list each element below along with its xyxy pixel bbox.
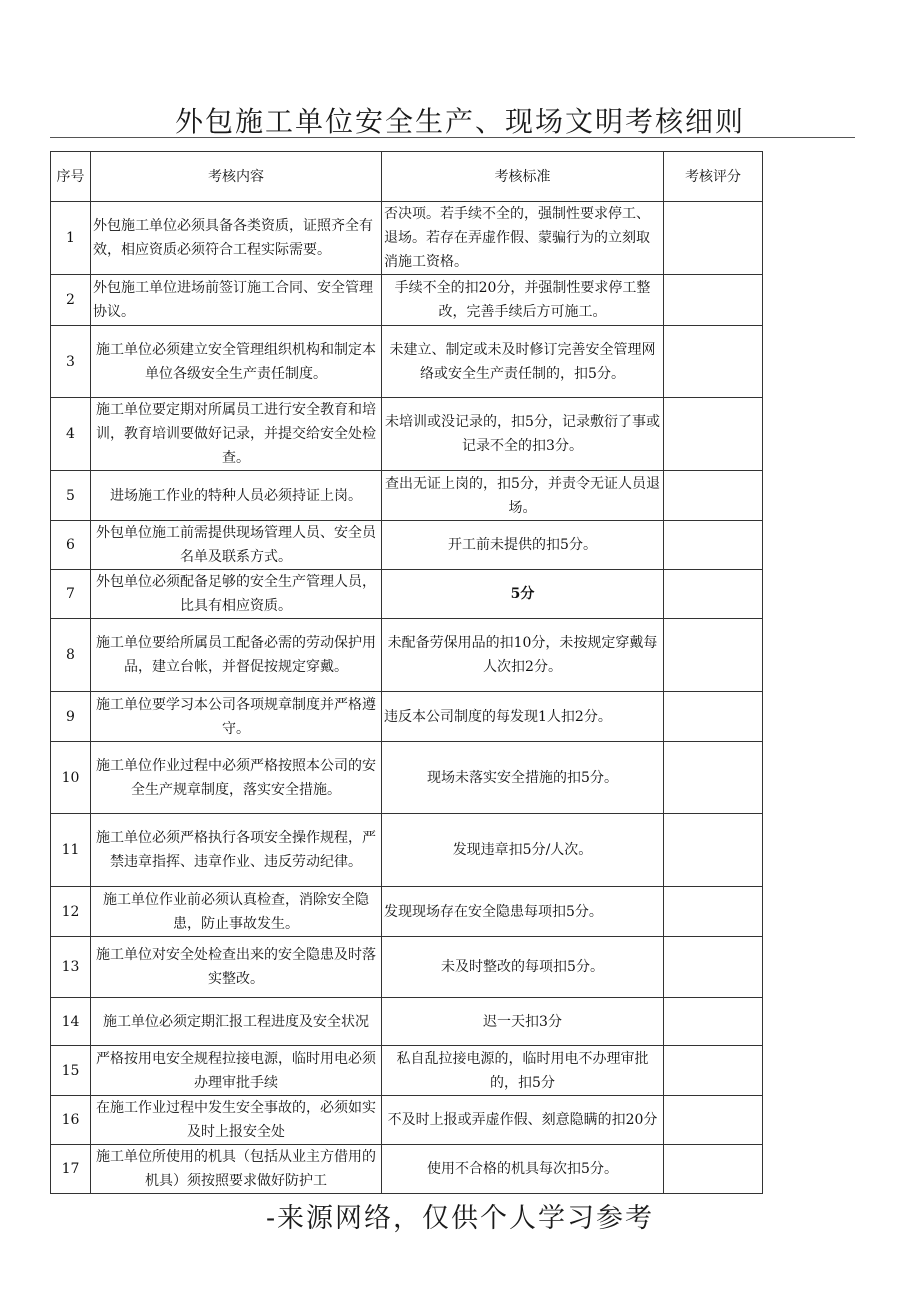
row-score-cell[interactable] <box>664 742 763 814</box>
row-number: 17 <box>51 1145 91 1194</box>
row-content: 施工单位要给所属员工配备必需的劳动保护用品，建立台帐，并督促按规定穿戴。 <box>91 619 382 692</box>
row-content: 在施工作业过程中发生安全事故的，必须如实及时上报安全处 <box>91 1096 382 1145</box>
table-row <box>51 570 763 619</box>
row-content: 施工单位对安全处检查出来的安全隐患及时落实整改。 <box>91 937 382 998</box>
row-score-cell[interactable] <box>664 1096 763 1145</box>
row-standard: 违反本公司制度的每发现1人扣2分。 <box>382 692 664 742</box>
row-standard: 私自乱拉接电源的，临时用电不办理审批的，扣5分 <box>382 1046 664 1096</box>
row-number: 4 <box>51 398 91 471</box>
row-number: 6 <box>51 521 91 570</box>
footer-note: -来源网络，仅供个人学习参考 <box>265 1203 655 1234</box>
row-score-cell[interactable] <box>664 692 763 742</box>
row-standard: 查出无证上岗的，扣5分，并责令无证人员退场。 <box>382 471 664 521</box>
table-row <box>51 692 763 742</box>
table-row <box>51 1145 763 1194</box>
row-content: 施工单位必须严格执行各项安全操作规程，严禁违章指挥、违章作业、违反劳动纪律。 <box>91 814 382 887</box>
table-row <box>51 742 763 814</box>
row-content: 施工单位必须定期汇报工程进度及安全状况 <box>91 998 382 1046</box>
table-row <box>51 998 763 1046</box>
table-row <box>51 398 763 471</box>
table-row <box>51 1096 763 1145</box>
row-score-cell[interactable] <box>664 998 763 1046</box>
title-rule <box>50 137 855 138</box>
row-content: 施工单位作业过程中必须严格按照本公司的安全生产规章制度，落实安全措施。 <box>91 742 382 814</box>
header-seq: 序号 <box>51 152 91 202</box>
row-number: 14 <box>51 998 91 1046</box>
assessment-table <box>50 151 763 1194</box>
row-standard: 迟一天扣3分 <box>382 998 664 1046</box>
row-score-cell[interactable] <box>664 619 763 692</box>
row-standard: 未配备劳保用品的扣10分，未按规定穿戴每人次扣2分。 <box>382 619 664 692</box>
row-score-cell[interactable] <box>664 887 763 937</box>
row-number: 12 <box>51 887 91 937</box>
row-standard: 未建立、制定或未及时修订完善安全管理网络或安全生产责任制的，扣5分。 <box>382 326 664 398</box>
row-standard: 5分 <box>382 570 664 619</box>
row-score-cell[interactable] <box>664 1046 763 1096</box>
table-row <box>51 275 763 326</box>
row-number: 8 <box>51 619 91 692</box>
table-row <box>51 619 763 692</box>
table-row <box>51 1046 763 1096</box>
header-content: 考核内容 <box>91 152 382 202</box>
row-standard: 未及时整改的每项扣5分。 <box>382 937 664 998</box>
row-standard: 不及时上报或弄虚作假、刻意隐瞒的扣20分 <box>382 1096 664 1145</box>
table-row <box>51 202 763 275</box>
row-score-cell[interactable] <box>664 814 763 887</box>
row-number: 13 <box>51 937 91 998</box>
row-content: 施工单位作业前必须认真检查，消除安全隐患，防止事故发生。 <box>91 887 382 937</box>
row-standard: 发现违章扣5分/人次。 <box>382 814 664 887</box>
row-number: 5 <box>51 471 91 521</box>
row-content: 施工单位必须建立安全管理组织机构和制定本单位各级安全生产责任制度。 <box>91 326 382 398</box>
row-number: 3 <box>51 326 91 398</box>
table-header-row <box>51 152 763 202</box>
row-score-cell[interactable] <box>664 521 763 570</box>
row-content: 施工单位要定期对所属员工进行安全教育和培训，教育培训要做好记录，并提交给安全处检查。 <box>91 398 382 471</box>
table-row <box>51 814 763 887</box>
row-score-cell[interactable] <box>664 326 763 398</box>
row-number: 15 <box>51 1046 91 1096</box>
row-content: 外包单位必须配备足够的安全生产管理人员，比具有相应资质。 <box>91 570 382 619</box>
row-number: 10 <box>51 742 91 814</box>
row-standard: 未培训或没记录的，扣5分，记录敷衍了事或记录不全的扣3分。 <box>382 398 664 471</box>
row-score-cell[interactable] <box>664 1145 763 1194</box>
row-content: 严格按用电安全规程拉接电源，临时用电必须办理审批手续 <box>91 1046 382 1096</box>
row-standard: 否决项。若手续不全的，强制性要求停工、退场。若存在弄虚作假、蒙骗行为的立刻取消施工资格。 <box>382 202 664 275</box>
header-standard: 考核标准 <box>382 152 664 202</box>
row-number: 7 <box>51 570 91 619</box>
table-row <box>51 887 763 937</box>
row-content: 外包单位施工前需提供现场管理人员、安全员名单及联系方式。 <box>91 521 382 570</box>
row-content: 进场施工作业的特种人员必须持证上岗。 <box>91 471 382 521</box>
document-title: 外包施工单位安全生产、现场文明考核细则 <box>174 105 745 138</box>
row-standard: 使用不合格的机具每次扣5分。 <box>382 1145 664 1194</box>
row-standard: 现场未落实安全措施的扣5分。 <box>382 742 664 814</box>
row-content: 外包施工单位进场前签订施工合同、安全管理协议。 <box>91 275 382 326</box>
row-score-cell[interactable] <box>664 570 763 619</box>
row-number: 1 <box>51 202 91 275</box>
row-content: 施工单位所使用的机具（包括从业主方借用的机具）须按照要求做好防护工 <box>91 1145 382 1194</box>
row-score-cell[interactable] <box>664 471 763 521</box>
row-score-cell[interactable] <box>664 275 763 326</box>
row-number: 2 <box>51 275 91 326</box>
row-score-cell[interactable] <box>664 937 763 998</box>
table-row <box>51 326 763 398</box>
row-number: 11 <box>51 814 91 887</box>
row-score-cell[interactable] <box>664 202 763 275</box>
table-row <box>51 937 763 998</box>
header-score: 考核评分 <box>664 152 763 202</box>
row-score-cell[interactable] <box>664 398 763 471</box>
row-content: 施工单位要学习本公司各项规章制度并严格遵守。 <box>91 692 382 742</box>
row-number: 9 <box>51 692 91 742</box>
row-standard: 发现现场存在安全隐患每项扣5分。 <box>382 887 664 937</box>
row-content: 外包施工单位必须具备各类资质，证照齐全有效，相应资质必须符合工程实际需要。 <box>91 202 382 275</box>
table-row <box>51 471 763 521</box>
row-standard: 手续不全的扣20分，并强制性要求停工整改，完善手续后方可施工。 <box>382 275 664 326</box>
row-number: 16 <box>51 1096 91 1145</box>
table-row <box>51 521 763 570</box>
row-standard: 开工前未提供的扣5分。 <box>382 521 664 570</box>
